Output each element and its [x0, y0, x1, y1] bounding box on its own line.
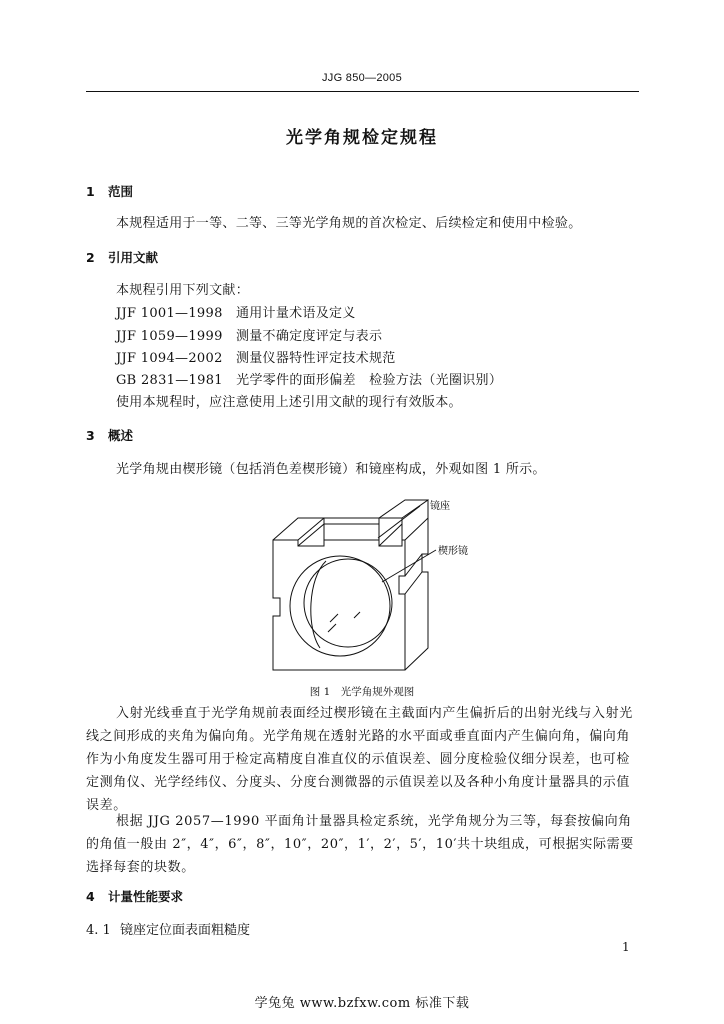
section-number: 4	[86, 889, 95, 904]
section-4-heading	[86, 887, 183, 905]
document-title: 光学角规检定规程	[286, 128, 438, 148]
reference-item: JJF 1001—1998 通用计量术语及定义	[116, 306, 356, 321]
section-number: 2	[86, 250, 95, 265]
section-title: 概述	[108, 428, 134, 443]
overview-paragraph-2	[86, 810, 642, 879]
section-2-heading	[86, 248, 158, 266]
subsection-number: 4. 1	[86, 923, 111, 938]
mount-leader	[378, 506, 420, 538]
subsection-title: 镜座定位面表面粗糙度	[120, 923, 251, 938]
references-outro: 使用本规程时，应注意使用上述引用文献的现行有效版本。	[116, 395, 462, 410]
references-intro: 本规程引用下列文献：	[116, 283, 250, 298]
section-1-heading	[86, 182, 133, 200]
section-title: 范围	[108, 184, 134, 199]
reference-item: GB 2831—1981 光学零件的面形偏差 检验方法（光圈识别）	[116, 373, 503, 388]
reference-item: JJF 1059—1999 测量不确定度评定与表示	[116, 329, 383, 344]
figure-caption: 图 1 光学角规外观图	[309, 686, 415, 698]
wedge-mirror-inner	[304, 559, 392, 647]
mount-side-face	[405, 518, 428, 670]
header-rule	[86, 91, 639, 92]
section-title: 计量性能要求	[108, 889, 184, 904]
section-3-heading	[86, 426, 133, 444]
paragraph-text: 入射光线垂直于光学角规前表面经过楔形镜在主截面内产生偏折后的出射光线与入射光线之间形成的夹角为偏向角。光学角规在透射光路的水平面或垂直面内产生偏向角，偏向角作为小角度发生器可用于检定高精度自准直仪的示值误差、圆分度检验仪细分误差，也可检定测角仪、光学经纬仪、分度头、分度台测微器的示值误差以及各种小角度计量器具的示值误差。	[86, 706, 633, 813]
overview-intro: 光学角规由楔形镜（包括消色差楔形镜）和镜座构成，外观如图 1 所示。	[116, 462, 546, 477]
reference-item: JJF 1094—2002 测量仪器特性评定技术规范	[116, 351, 396, 366]
watermark-footer: 学兔兔 www.bzfxw.com 标准下载	[254, 996, 470, 1011]
subsection-4-1	[86, 919, 250, 938]
paragraph-text: 根据 JJG 2057—1990 平面角计量器具检定系统，光学角规分为三等，每套按偏向角的角值一般由 2″，4″，6″，8″，10″，20″，1′，2′，5′，10′共十块组成，可根据实际需要选择每套的块数。	[86, 814, 634, 875]
section-number: 1	[86, 184, 95, 199]
wedge-label: 楔形镜	[438, 546, 468, 557]
mount-label: 镜座	[430, 501, 450, 512]
page-number: 1	[622, 940, 630, 954]
optical-angle-gauge-figure	[268, 498, 498, 678]
section-1-text: 本规程适用于一等、二等、三等光学角规的首次检定、后续检定和使用中检验。	[116, 216, 582, 231]
wedge-mirror-outer	[290, 556, 390, 656]
standard-code-header: JJG 850—2005	[321, 72, 403, 84]
overview-paragraph-1	[86, 702, 642, 817]
section-number: 3	[86, 428, 95, 443]
mount-top-face	[273, 518, 324, 540]
section-title: 引用文献	[108, 250, 159, 265]
